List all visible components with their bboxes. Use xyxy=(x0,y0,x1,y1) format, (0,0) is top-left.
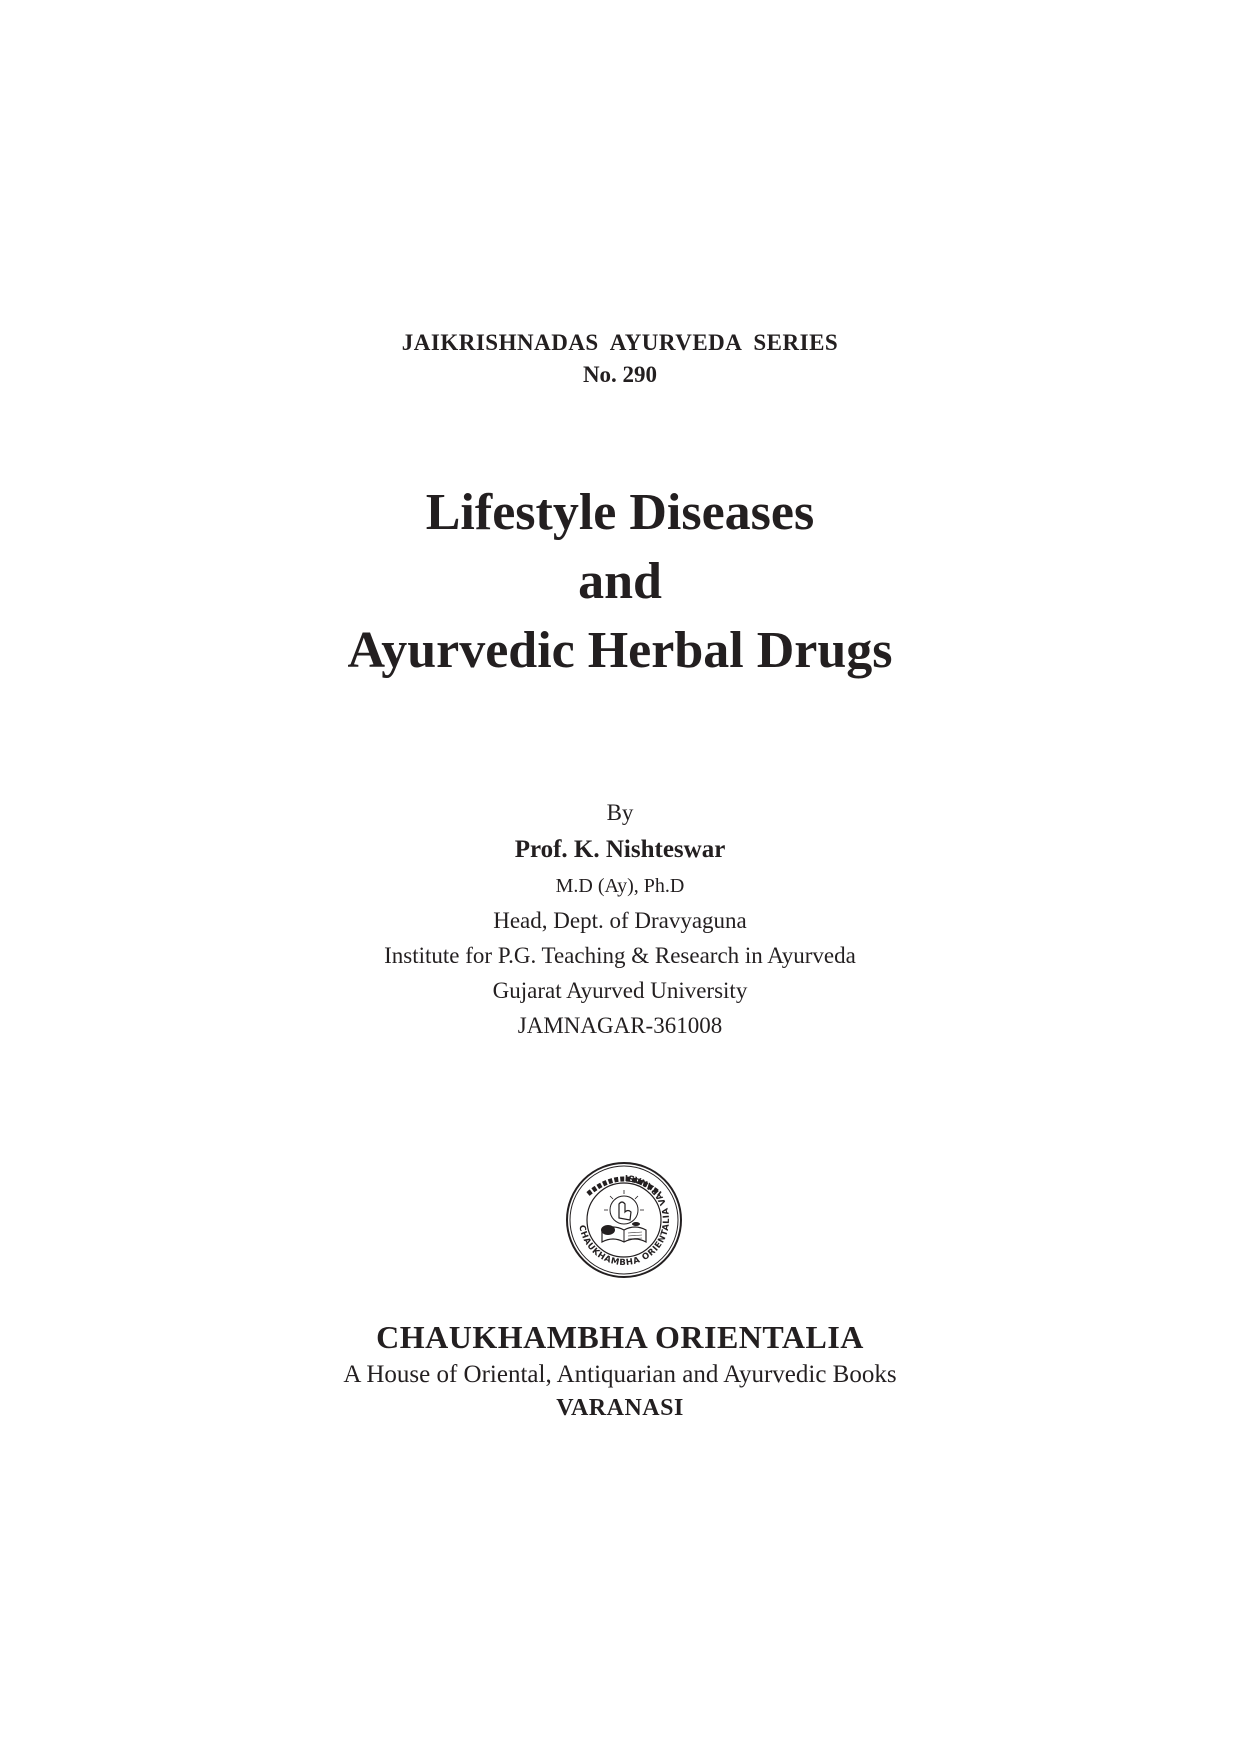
author-affiliation-line: Institute for P.G. Teaching & Research in Ayurveda xyxy=(384,943,856,968)
series-name: JAIKRISHNADAS AYURVEDA SERIES xyxy=(401,330,839,355)
author-degree: M.D (Ay), Ph.D xyxy=(555,875,685,897)
svg-text:CHAUKHAMBHA ORIENTALIA VARANAS: CHAUKHAMBHA ORIENTALIA VARANASI xyxy=(576,1171,673,1269)
book-title-line-3: Ayurvedic Herbal Drugs xyxy=(347,622,893,679)
publisher-name: CHAUKHAMBHA ORIENTALIA xyxy=(376,1319,864,1355)
publisher-seal-icon xyxy=(564,1160,684,1280)
author-affiliation-line: Head, Dept. of Dravyaguna xyxy=(493,908,747,933)
book-title-line-1: Lifestyle Diseases xyxy=(425,484,815,541)
author-name: Prof. K. Nishteswar xyxy=(514,836,726,863)
publisher-tagline: A House of Oriental, Antiquarian and Ayurvedic Books xyxy=(343,1361,897,1388)
series-number: No. 290 xyxy=(582,362,658,387)
publisher-city: VARANASI xyxy=(556,1395,684,1421)
book-title-line-2: and xyxy=(578,553,662,610)
author-affiliation-line: JAMNAGAR-361008 xyxy=(517,1013,723,1038)
author-affiliation-line: Gujarat Ayurved University xyxy=(492,978,748,1003)
by-label: By xyxy=(606,800,634,825)
